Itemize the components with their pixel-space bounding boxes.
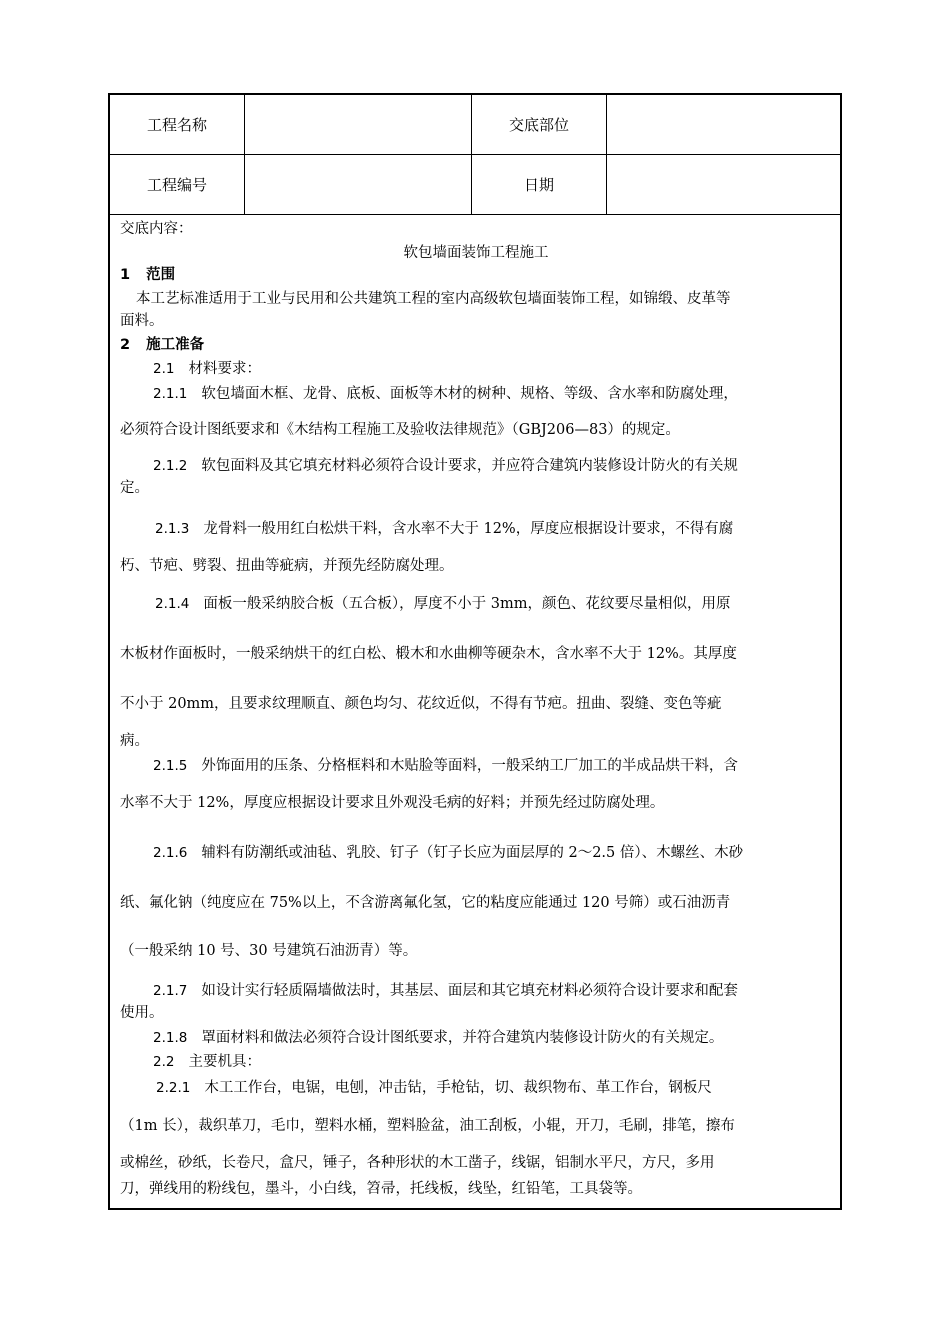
project-name-value[interactable] xyxy=(245,95,471,154)
item-2-1-7-line-2: 使用。 xyxy=(120,1005,164,1021)
item-2-1-3-text: 龙骨料一般用红白松烘干料，含水率不大于 12%，厚度应根据设计要求，不得有腐 xyxy=(203,521,734,537)
item-2-1-5-number: 2.1.5 xyxy=(153,758,188,774)
item-2-2-1-line-2: （1m 长），裁织革刀，毛巾，塑料水桶，塑料脸盆，油工刮板，小辊，开刀，毛刷，排笔，擦布 xyxy=(120,1118,735,1134)
header-table xyxy=(110,95,840,215)
section-2-2-title: 主要机具： xyxy=(188,1054,261,1070)
item-2-1-4-number: 2.1.4 xyxy=(155,596,190,612)
item-2-1-4-line-2: 木板材作面板时，一般采纳烘干的红白松、椴木和水曲柳等硬杂木，含水率不大于 12%。其厚度 xyxy=(120,646,737,662)
section-2-1-heading xyxy=(153,359,261,379)
date-value[interactable] xyxy=(607,155,840,214)
section-2-2-heading xyxy=(153,1052,261,1072)
project-no-value[interactable] xyxy=(245,155,471,214)
header-bottom-border xyxy=(110,214,840,215)
item-2-1-6-line-1 xyxy=(153,843,743,863)
section-1-heading xyxy=(120,265,175,285)
item-2-1-7-text: 如设计实行轻质隔墙做法时，其基层、面层和其它填充材料必须符合设计要求和配套 xyxy=(201,983,738,999)
item-2-2-1-line-1 xyxy=(156,1078,712,1098)
section-2-2-number: 2.2 xyxy=(153,1054,175,1070)
item-2-1-1-number: 2.1.1 xyxy=(153,386,188,402)
item-2-1-5-line-2: 水率不大于 12%，厚度应根据设计要求且外观没毛病的好料；并预先经过防腐处理。 xyxy=(120,795,665,811)
section-2-title: 施工准备 xyxy=(146,337,205,353)
item-2-1-2-line-1 xyxy=(153,456,738,476)
section-1-title: 范围 xyxy=(146,267,176,283)
section-1-number: 1 xyxy=(120,267,131,283)
item-2-1-6-number: 2.1.6 xyxy=(153,845,188,861)
item-2-2-1-text: 木工工作台，电锯，电刨，冲击钻，手枪钻，切、裁织物布、革工作台，钢板尺 xyxy=(204,1080,712,1096)
item-2-1-8-line-1 xyxy=(153,1028,723,1048)
item-2-1-5-line-1 xyxy=(153,756,738,776)
section-1-para-line-2: 面料。 xyxy=(120,313,164,329)
item-2-2-1-line-4: 刀，弹线用的粉线包，墨斗，小白线，笤帚，托线板，线坠，红铅笔，工具袋等。 xyxy=(120,1181,642,1197)
item-2-1-2-line-2: 定。 xyxy=(120,480,149,496)
item-2-1-4-line-4: 病。 xyxy=(120,733,149,749)
item-2-1-3-line-1 xyxy=(155,519,733,539)
item-2-2-1-number: 2.2.1 xyxy=(156,1080,191,1096)
section-2-heading xyxy=(120,335,204,355)
section-2-number: 2 xyxy=(120,337,131,353)
item-2-1-2-text: 软包面料及其它填充材料必须符合设计要求，并应符合建筑内装修设计防火的有关规 xyxy=(201,458,738,474)
item-2-1-8-text: 罩面材料和做法必须符合设计图纸要求，并符合建筑内装修设计防火的有关规定。 xyxy=(201,1030,724,1046)
item-2-1-2-number: 2.1.2 xyxy=(153,458,188,474)
item-2-1-3-number: 2.1.3 xyxy=(155,521,190,537)
document-title: 软包墙面装饰工程施工 xyxy=(403,245,549,261)
item-2-1-5-text: 外饰面用的压条、分格框料和木贴脸等面料，一般采纳工厂加工的半成品烘干料，含 xyxy=(201,758,738,774)
project-no-label: 工程编号 xyxy=(146,176,207,194)
project-name-label: 工程名称 xyxy=(146,116,207,134)
item-2-1-4-text: 面板一般采纳胶合板（五合板），厚度不小于 3mm，颜色、花纹要尽量相似，用原 xyxy=(203,596,731,612)
location-value[interactable] xyxy=(607,95,840,154)
item-2-1-7-number: 2.1.7 xyxy=(153,983,188,999)
item-2-1-4-line-1 xyxy=(155,594,730,614)
section-2-1-title: 材料要求： xyxy=(188,361,261,377)
location-label: 交底部位 xyxy=(508,116,569,134)
item-2-1-6-line-2: 纸、氟化钠（纯度应在 75%以上，不含游离氟化氢，它的粘度应能通过 120 号筛）或石油沥青 xyxy=(120,895,731,911)
item-2-1-7-line-1 xyxy=(153,981,738,1001)
item-2-1-1-line-1 xyxy=(153,384,738,404)
intro-label: 交底内容： xyxy=(120,221,193,237)
item-2-1-6-text: 辅料有防潮纸或油毡、乳胶、钉子（钉子长应为面层厚的 2～2.5 倍）、木螺丝、木砂 xyxy=(201,845,744,861)
item-2-1-6-line-3: （一般采纳 10 号、30 号建筑石油沥青）等。 xyxy=(120,943,418,959)
section-1-para-line-1: 本工艺标准适用于工业与民用和公共建筑工程的室内高级软包墙面装饰工程，如锦缎、皮革等 xyxy=(136,291,731,307)
item-2-1-4-line-3: 不小于 20mm，且要求纹理顺直、颜色均匀、花纹近似，不得有节疤。扭曲、裂缝、变色等疵 xyxy=(120,696,722,712)
disclosure-form xyxy=(108,93,842,1210)
item-2-1-1-text: 软包墙面木框、龙骨、底板、面板等木材的树种、规格、等级、含水率和防腐处理， xyxy=(201,386,738,402)
item-2-1-1-line-2: 必须符合设计图纸要求和《木结构工程施工及验收法律规范》（GBJ206—83）的规定。 xyxy=(120,422,680,438)
item-2-1-3-line-2: 朽、节疤、劈裂、扭曲等疵病，并预先经防腐处理。 xyxy=(120,558,454,574)
item-2-2-1-line-3: 或棉丝，砂纸，长卷尺，盒尺，锤子，各种形状的木工凿子，线锯，铝制水平尺，方尺，多用 xyxy=(120,1155,715,1171)
section-2-1-number: 2.1 xyxy=(153,361,175,377)
item-2-1-8-number: 2.1.8 xyxy=(153,1030,188,1046)
date-label: 日期 xyxy=(523,176,554,194)
